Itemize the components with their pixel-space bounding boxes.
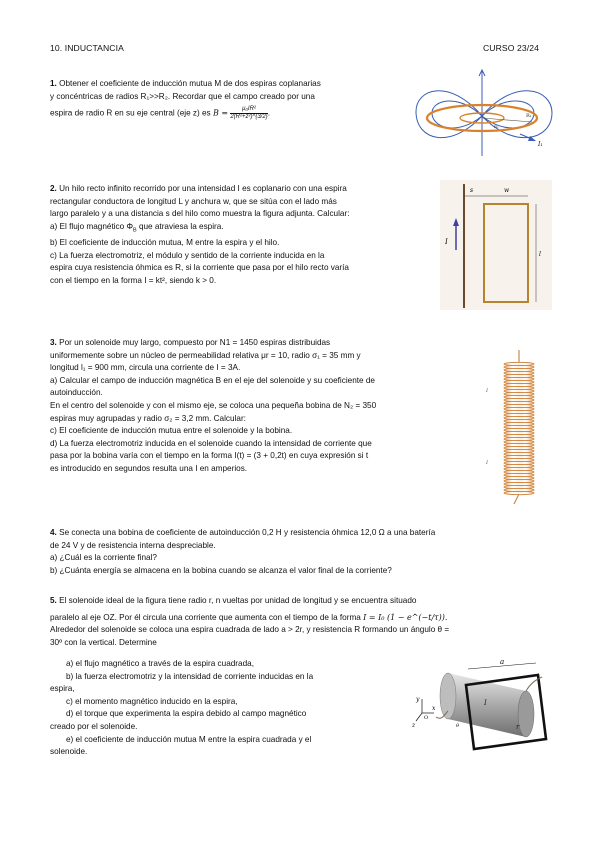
- label-current: I: [445, 238, 448, 246]
- label-l: l: [539, 251, 541, 258]
- formula-denominator: 2(R²+z²)^{3/2}: [230, 114, 268, 121]
- figure-concentric-loops: [410, 68, 558, 158]
- problem-5-number: 5.: [50, 596, 57, 605]
- problem-2-c: con el tiempo en la forma I = kt², siendo k > 0.: [50, 275, 217, 285]
- problem-2-a-sub: B: [133, 227, 137, 234]
- problem-5-e: solenoide.: [50, 747, 88, 757]
- problem-1-line: Obtener el coeficiente de inducción mutua M de dos espiras coplanarias: [59, 79, 321, 88]
- problem-2-line: rectangular conductora de longitud L y anchura w, que se sitúa con el lado más: [50, 196, 337, 206]
- problem-5-formula: I = I₀ (1 − e^(−t/τ)).: [363, 612, 448, 622]
- problem-5: [50, 595, 560, 649]
- solenoid-end-icon: [518, 691, 534, 737]
- problem-5-line: El solenoide ideal de la figura tiene radio r, n vueltas por unidad de longitud y se encuentra situado: [59, 596, 417, 605]
- problem-2-line: largo paralelo y a una distancia s del hilo como muestra la figura adjunta. Calcular:: [50, 209, 350, 219]
- problem-1-line: espira de radio R en su eje central (eje z) es: [50, 108, 211, 118]
- label-w: w: [504, 187, 510, 194]
- formula-numerator: μ₀IR²: [230, 106, 267, 114]
- figure-background: [440, 180, 552, 310]
- problem-3-line: Por un solenoide muy largo, compuesto por N1 = 1450 espiras distribuidas: [59, 338, 331, 347]
- solenoid-coil-icon: [504, 362, 534, 494]
- problem-3-d: d) La fuerza electromotriz inducida en el solenoide cuando la intensidad de corriente que: [50, 438, 372, 448]
- problem-4-a: a) ¿Cuál es la corriente final?: [50, 553, 157, 563]
- problem-3-a: a) Calcular el campo de inducción magnética B en el eje del solenoide y su coeficiente de: [50, 375, 375, 385]
- label-current: I: [484, 699, 487, 707]
- problem-3-line: uniformemente sobre un núcleo de permeabilidad relativa μr = 10, radio σ₁ = 35 mm y: [50, 350, 361, 360]
- label-a: a: [500, 658, 505, 666]
- formula-lhs: B =: [212, 108, 229, 118]
- axis-z-label: z: [412, 722, 416, 729]
- label-r1: R₁: [526, 113, 532, 119]
- figure-solenoid: [484, 348, 542, 506]
- problem-5-e: e) el coeficiente de inducción mutua M entre la espira cuadrada y el: [66, 734, 312, 744]
- header-left: 10. INDUCTANCIA: [50, 43, 124, 53]
- problem-5-b: b) la fuerza electromotriz y la intensidad de corriente inducidas en la: [66, 671, 314, 681]
- label-current-top: I: [486, 388, 488, 394]
- figure-wire-rectangle: [440, 180, 552, 310]
- problem-5-a: a) el flujo magnético a través de la espira cuadrada,: [66, 659, 254, 668]
- solenoid-end-icon: [440, 673, 456, 719]
- problem-5-line: paralelo al eje OZ. Por él circula una corriente que aumenta con el tiempo de la forma: [50, 612, 361, 622]
- problem-3-middle: En el centro del solenoide y con el mismo eje, se coloca una pequeña bobina de N₂ = 350: [50, 400, 377, 410]
- label-current-bottom: I: [486, 460, 488, 466]
- problem-3: [50, 337, 470, 476]
- problem-4-line: de 24 V y de resistencia interna despreciable.: [50, 540, 216, 550]
- origin-label: O: [424, 715, 429, 721]
- problem-3-d: pasa por la bobina varía con el tiempo en la forma I(t) = (3 + 0,2t) en cuya expresión si t: [50, 451, 369, 461]
- problem-5-items: [50, 658, 394, 759]
- lead-wire-icon: [514, 494, 519, 504]
- figure-solenoid-square-loop: [408, 655, 556, 755]
- problem-2: [50, 183, 442, 287]
- axis-x-label: x: [432, 705, 436, 712]
- problem-5-line: Alrededor del solenoide se coloca una espira cuadrada de lado a > 2r, y resistencia R formando un ángulo θ =: [50, 625, 450, 635]
- problem-3-line: longitud l₁ = 900 mm, circula una corriente de I = 3A.: [50, 363, 241, 373]
- problem-4-number: 4.: [50, 528, 57, 537]
- problem-3-a: autoinducción.: [50, 388, 103, 398]
- problem-5-line: 30º con la vertical. Determine: [50, 637, 157, 647]
- problem-2-c: espira cuya resistencia óhmica es R, si la corriente que pasa por el hilo recto varía: [50, 263, 349, 273]
- problem-3-number: 3.: [50, 338, 57, 347]
- problem-2-number: 2.: [50, 184, 57, 193]
- axis-y-label: y: [416, 696, 420, 703]
- problem-5-c: c) el momento magnético inducido en la espira,: [66, 696, 238, 706]
- problem-3-middle: espiras muy agrupadas y radio σ₂ = 3,2 mm. Calcular:: [50, 413, 246, 423]
- label-r2: R₂: [494, 124, 499, 129]
- header-right: CURSO 23/24: [483, 43, 540, 53]
- label-i1: I₁: [538, 141, 543, 148]
- label-s: s: [470, 187, 474, 194]
- problem-1-line: y concéntricas de radios R₁>>R₂. Recordar que el campo creado por una: [50, 91, 315, 101]
- problem-3-d: es introducido en segundos resulta una I en amperios.: [50, 463, 248, 473]
- problem-1-number: 1.: [50, 79, 57, 88]
- problem-1: [50, 78, 410, 121]
- formula-end: .: [267, 108, 270, 118]
- problem-2-c: c) La fuerza electromotriz, el módulo y sentido de la corriente inducida en la: [50, 250, 325, 260]
- problem-5-d: creado por el solenoide.: [50, 721, 138, 731]
- problem-4-b: b) ¿Cuánta energía se almacena en la bobina cuando se alcanza el valor final de la corriente?: [50, 565, 392, 575]
- problem-3-c: c) El coeficiente de inducción mutua entre el solenoide y la bobina.: [50, 426, 293, 436]
- label-r: r: [516, 723, 520, 731]
- problem-4-line: Se conecta una bobina de coeficiente de autoinducción 0,2 H y resistencia óhmica 12,0 Ω a una batería: [59, 528, 436, 537]
- problem-2-b: b) El coeficiente de inducción mutua, M entre la espira y el hilo.: [50, 238, 280, 248]
- problem-2-line: Un hilo recto infinito recorrido por una intensidad I es coplanario con una espira: [59, 184, 347, 193]
- problem-2-a: a) El flujo magnético Φ: [50, 221, 133, 231]
- formula-fraction: [230, 106, 267, 121]
- label-theta: θ: [456, 723, 460, 729]
- problem-5-d: d) el torque que experimenta la espira debido al campo magnético: [66, 709, 307, 719]
- problem-2-a-end: que atraviesa la espira.: [136, 221, 224, 231]
- problem-5-b: espira,: [50, 684, 75, 694]
- problem-4: [50, 527, 560, 577]
